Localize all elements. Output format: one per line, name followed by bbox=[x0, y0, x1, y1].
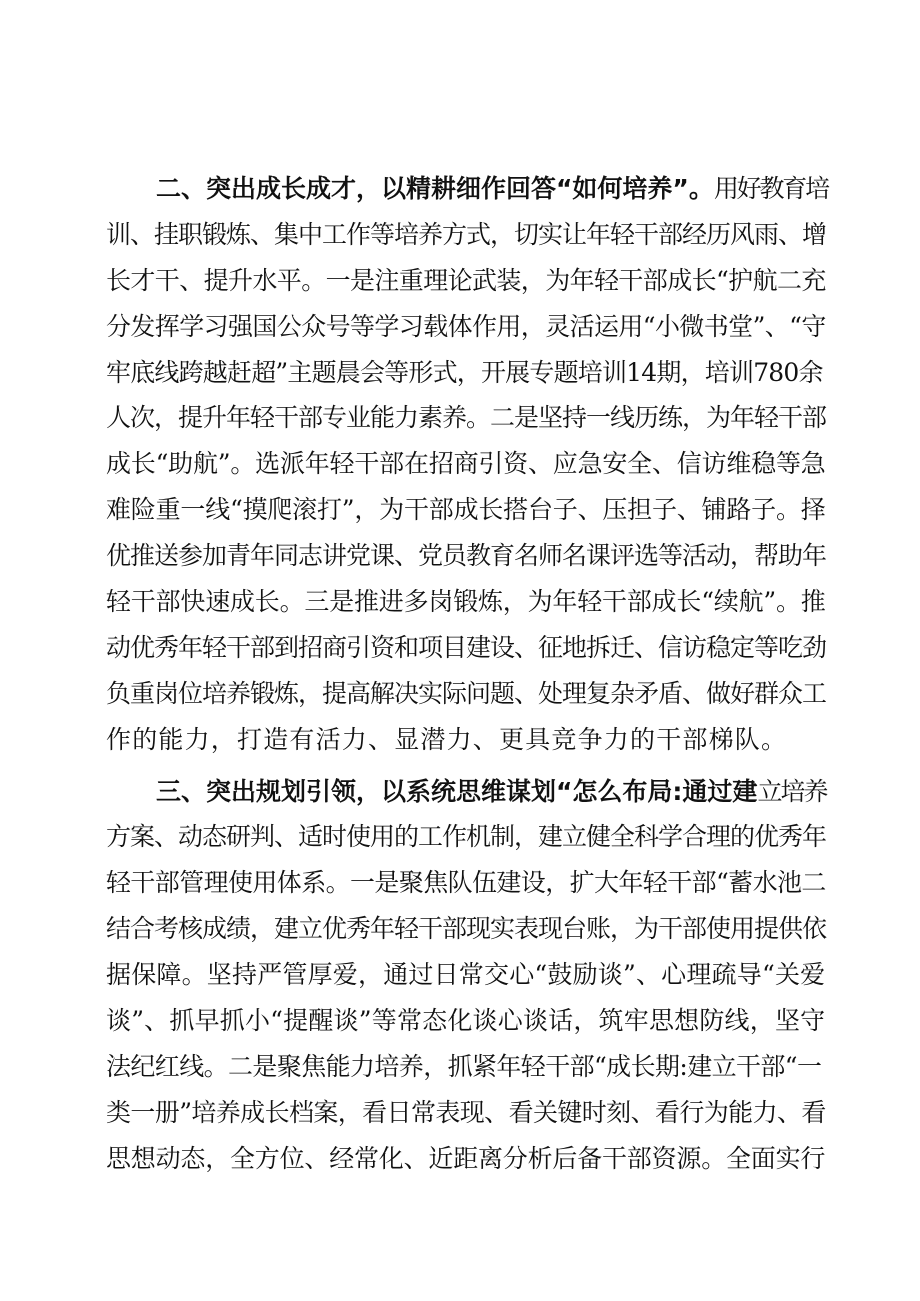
paragraph-section-3 bbox=[106, 769, 826, 1182]
text-line: 类一册”培养成长档案，看日常表现、看关键时刻、看行为能力、看 bbox=[106, 1097, 826, 1127]
text-line: 轻干部快速成长。三是推进多岗锻炼，为年轻干部成长“续航”。推 bbox=[106, 587, 826, 617]
text-line bbox=[106, 769, 826, 815]
text-line: 方案、动态研判、适时使用的工作机制，建立健全科学合理的优秀年 bbox=[106, 822, 827, 852]
text-line: 法纪红线。二是聚焦能力培养，抓紧年轻干部“成长期:建立干部“一 bbox=[106, 1051, 822, 1081]
text-line: 训、挂职锻炼、集中工作等培养方式，切实让年轻干部经历风雨、增 bbox=[106, 219, 827, 249]
section-heading: 三、突出规划引领，以系统思维谋划“怎么布局:通过建 bbox=[106, 776, 758, 806]
text-line bbox=[106, 166, 826, 212]
text-line: 轻干部管理使用体系。一是聚焦队伍建设，扩大年轻干部“蓄水池二 bbox=[106, 868, 826, 898]
text-line: 难险重一线“摸爬滚打”，为干部成长搭台子、压担子、铺路子。择 bbox=[106, 495, 826, 525]
line-text: 立培养 bbox=[757, 776, 827, 806]
text-line: 优推送参加青年同志讲党课、党员教育名师名课评选等活动，帮助年 bbox=[106, 541, 827, 571]
text-line: 负重岗位培养锻炼，提高解决实际问题、处理复杂矛盾、做好群众工 bbox=[106, 678, 827, 708]
text-line: 牢底线跨越赶超”主题晨会等形式，开展专题培训14期，培训780余 bbox=[106, 357, 823, 387]
text-line: 据保障。坚持严管厚爱，通过日常交心“鼓励谈”、心理疏导“关爱 bbox=[106, 960, 826, 990]
text-line: 结合考核成绩，建立优秀年轻干部现实表现台账，为干部使用提供依 bbox=[106, 914, 827, 944]
text-line: 谈”、抓早抓小“提醒谈”等常态化谈心谈话，筑牢思想防线，坚守 bbox=[106, 1006, 826, 1036]
section-heading: 二、突出成长成才，以精耕细作回答“如何培养”。 bbox=[106, 174, 714, 203]
text-line: 长才干、提升水平。一是注重理论武装，为年轻干部成长“护航二充 bbox=[106, 265, 826, 295]
document-body bbox=[106, 166, 826, 1188]
line-text: 用好教育培 bbox=[713, 174, 828, 203]
text-line: 人次，提升年轻干部专业能力素养。二是坚持一线历练，为年轻干部 bbox=[106, 403, 827, 433]
text-line: 作的能力，打造有活力、显潜力、更具竞争力的干部梯队。 bbox=[106, 724, 788, 754]
text-line: 分发挥学习强国公众号等学习载体作用，灵活运用“小微书堂”、“守 bbox=[106, 311, 826, 341]
text-line: 成长“助航”。选派年轻干部在招商引资、应急安全、信访维稳等急 bbox=[106, 449, 826, 479]
text-line: 思想动态，全方位、经常化、近距离分析后备干部资源。全面实行 bbox=[106, 1143, 826, 1173]
paragraph-section-2 bbox=[106, 166, 826, 763]
text-line: 动优秀年轻干部到招商引资和项目建设、征地拆迁、信访稳定等吃劲 bbox=[106, 632, 827, 662]
